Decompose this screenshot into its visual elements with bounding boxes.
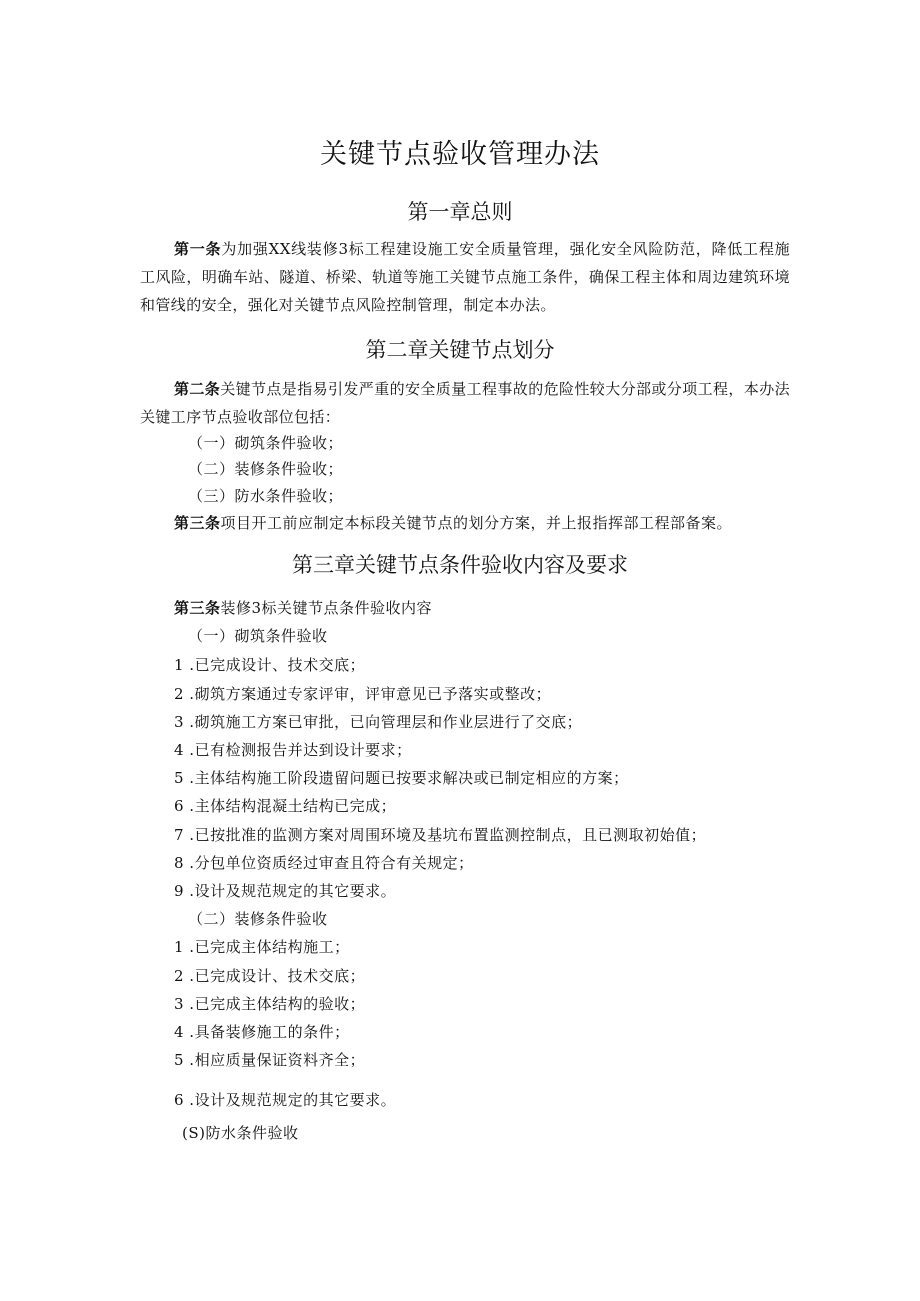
list-item: （三）防水条件验收； bbox=[188, 487, 344, 505]
list-item: 1 .已完成设计、技术交底； bbox=[174, 656, 366, 674]
document-title: 关键节点验收管理办法 bbox=[320, 139, 600, 170]
list-item: 5 .相应质量保证资料齐全； bbox=[174, 1051, 366, 1069]
list-item: 4 .具备装修施工的条件； bbox=[174, 1023, 350, 1041]
article-3-text: 项目开工前应制定本标段关键节点的划分方案，并上报指挥部工程部备案。 bbox=[220, 514, 733, 532]
list-item: 5 .主体结构施工阶段遗留问题已按要求解决或已制定相应的方案； bbox=[174, 769, 629, 787]
list-item: 6 .设计及规范规定的其它要求。 bbox=[174, 1091, 397, 1109]
list-item: 6 .主体结构混凝土结构已完成； bbox=[174, 797, 397, 815]
article-2 bbox=[140, 375, 790, 431]
list-item: 8 .分包单位资质经过审查且符合有关规定； bbox=[174, 854, 474, 872]
chapter-1-heading: 第一章总则 bbox=[407, 200, 513, 224]
list-item: 1 .已完成主体结构施工； bbox=[174, 938, 350, 956]
article-3 bbox=[174, 513, 732, 533]
article-2-label: 第二条 bbox=[174, 380, 221, 398]
chapter-2-heading: 第二章关键节点划分 bbox=[365, 338, 555, 362]
chapter-3-article-label: 第三条 bbox=[174, 599, 221, 617]
section-2-title: （二）装修条件验收 bbox=[188, 910, 328, 928]
list-item: 3 .已完成主体结构的验收； bbox=[174, 995, 366, 1013]
chapter-3-heading: 第三章关键节点条件验收内容及要求 bbox=[292, 553, 628, 577]
section-3-title: (S)防水条件验收 bbox=[182, 1124, 299, 1142]
list-item: （二）装修条件验收； bbox=[188, 460, 344, 478]
list-item: （一）砌筑条件验收； bbox=[188, 434, 344, 452]
article-1 bbox=[140, 235, 790, 319]
chapter-3-article bbox=[174, 598, 432, 618]
article-3-label: 第三条 bbox=[174, 514, 221, 532]
list-item: 2 .已完成设计、技术交底； bbox=[174, 967, 366, 985]
chapter-3-article-text: 装修3标关键节点条件验收内容 bbox=[220, 599, 433, 617]
article-1-label: 第一条 bbox=[174, 240, 222, 258]
article-1-text: 为加强XX线装修3标工程建设施工安全质量管理，强化安全风险防范，降低工程施工风险，明确车站、隧道、桥梁、轨道等施工关键节点施工条件，确保工程主体和周边建筑环境和管线的安全，强化对关键节点风险控制管理，制定本办法。 bbox=[140, 240, 790, 314]
article-2-text: 关键节点是指易引发严重的安全质量工程事故的危险性较大分部或分项工程，本办法关键工序节点验收部位包括： bbox=[140, 380, 791, 426]
list-item: 9 .设计及规范规定的其它要求。 bbox=[174, 882, 397, 900]
list-item: 4 .已有检测报告并达到设计要求； bbox=[174, 741, 412, 759]
list-item: 2 .砌筑方案通过专家评审，评审意见已予落实或整改； bbox=[174, 685, 552, 703]
list-item: 7 .已按批准的监测方案对周围环境及基坑布置监测控制点，且已测取初始值； bbox=[174, 826, 707, 844]
section-1-title: （一）砌筑条件验收 bbox=[188, 627, 328, 645]
list-item: 3 .砌筑施工方案已审批，已向管理层和作业层进行了交底； bbox=[174, 713, 583, 731]
